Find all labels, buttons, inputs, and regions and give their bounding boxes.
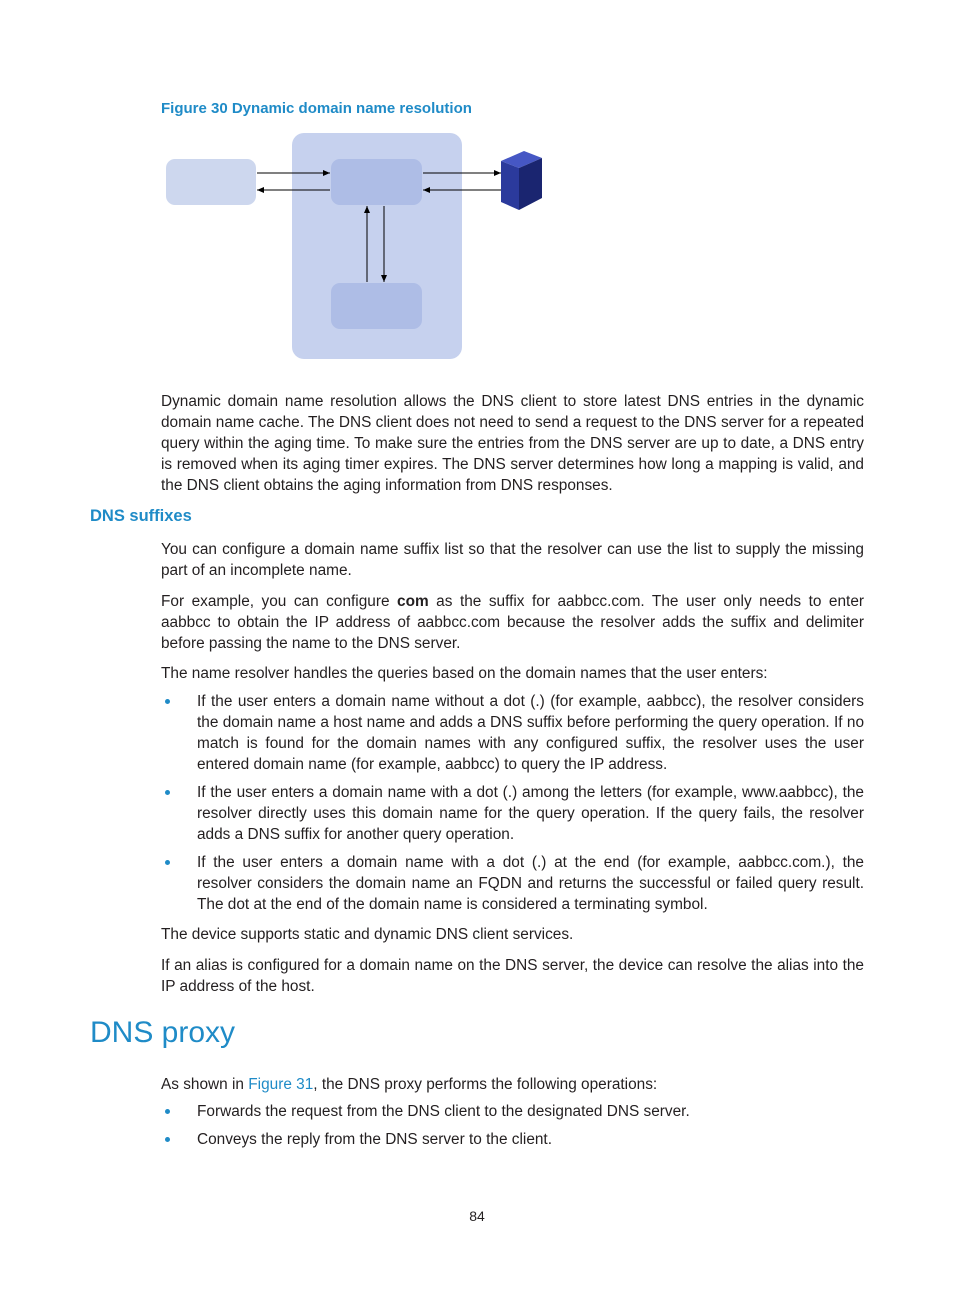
section-heading-dns-proxy: DNS proxy — [90, 1016, 236, 1049]
figure-caption: Figure 30 Dynamic domain name resolution — [161, 100, 472, 117]
user-box — [166, 159, 256, 205]
list-item — [161, 691, 864, 775]
suffixes-paragraph-1: You can configure a domain name suffix list so that the resolver can use the list to supply the missing part of an incomplete name. — [161, 541, 864, 579]
resolver-box — [331, 159, 422, 205]
list-item-text: Conveys the reply from the DNS server to the client. — [197, 1131, 552, 1148]
suffixes-paragraph-2 — [161, 591, 864, 654]
list-item-text: If the user enters a domain name with a dot (.) among the letters (for example, www.aabbcc), the resolver directly uses this domain name for the query operation. If the query fails, the resolver adds a DNS suffix for another query operation. — [197, 784, 864, 843]
list-item — [161, 782, 864, 845]
list-item-text: If the user enters a domain name without a dot (.) (for example, aabbcc), the resolver considers the domain name a host name and adds a DNS suffix before performing the query operation. If no match is found for the domain names with any configured suffix, the resolver uses the user entered domain name (for example, aabbcc) to query the IP address. — [197, 693, 864, 773]
bullet-icon — [165, 699, 170, 704]
cache-box — [331, 283, 422, 329]
suffixes-paragraph-4: The device supports static and dynamic DNS client services. — [161, 926, 574, 943]
suffix-rules-list — [161, 691, 864, 915]
bullet-icon — [165, 860, 170, 865]
figure-31-link[interactable]: Figure 31 — [248, 1076, 314, 1093]
dynamic-resolution-diagram — [160, 128, 550, 363]
proxy-intro-after: , the DNS proxy performs the following operations: — [313, 1076, 658, 1093]
proxy-intro-paragraph — [161, 1074, 864, 1095]
bullet-icon — [165, 790, 170, 795]
list-item — [161, 1129, 864, 1150]
proxy-operations-list — [161, 1101, 864, 1150]
dns-server-icon — [501, 151, 542, 210]
suffixes-paragraph-5: If an alias is configured for a domain name on the DNS server, the device can resolve the alias into the IP address of the host. — [161, 957, 864, 995]
page-number: 84 — [469, 1208, 485, 1224]
section-heading-dns-suffixes: DNS suffixes — [90, 507, 192, 525]
bullet-icon — [165, 1137, 170, 1142]
list-item-text: If the user enters a domain name with a dot (.) at the end (for example, aabbcc.com.), the resolver considers the domain name an FQDN and returns the successful or failed query result. The dot at the end of the domain name is considered a terminating symbol. — [197, 854, 864, 913]
suffixes-p2-before: For example, you can configure — [161, 593, 398, 610]
proxy-intro-before: As shown in — [161, 1076, 249, 1093]
intro-paragraph: Dynamic domain name resolution allows the DNS client to store latest DNS entries in the dynamic domain name cache. The DNS client does not need to send a request to the DNS server for a repeated query within the aging time. To make sure the entries from the DNS server are up to date, a DNS entry is removed when its aging timer expires. The DNS server determines how long a mapping is valid, and the DNS client obtains the aging information from DNS responses. — [161, 393, 864, 494]
bullet-icon — [165, 1109, 170, 1114]
suffixes-paragraph-3: The name resolver handles the queries based on the domain names that the user enters: — [161, 665, 768, 682]
suffixes-p2-after: as the suffix for aabbcc.com. The user only needs to enter aabbcc to obtain the IP address of aabbcc.com because the resolver adds the suffix and delimiter before passing the name to the DNS server. — [161, 593, 865, 652]
list-item — [161, 1101, 864, 1122]
list-item — [161, 852, 864, 915]
suffix-command: com — [397, 593, 429, 610]
list-item-text: Forwards the request from the DNS client to the designated DNS server. — [197, 1103, 690, 1120]
